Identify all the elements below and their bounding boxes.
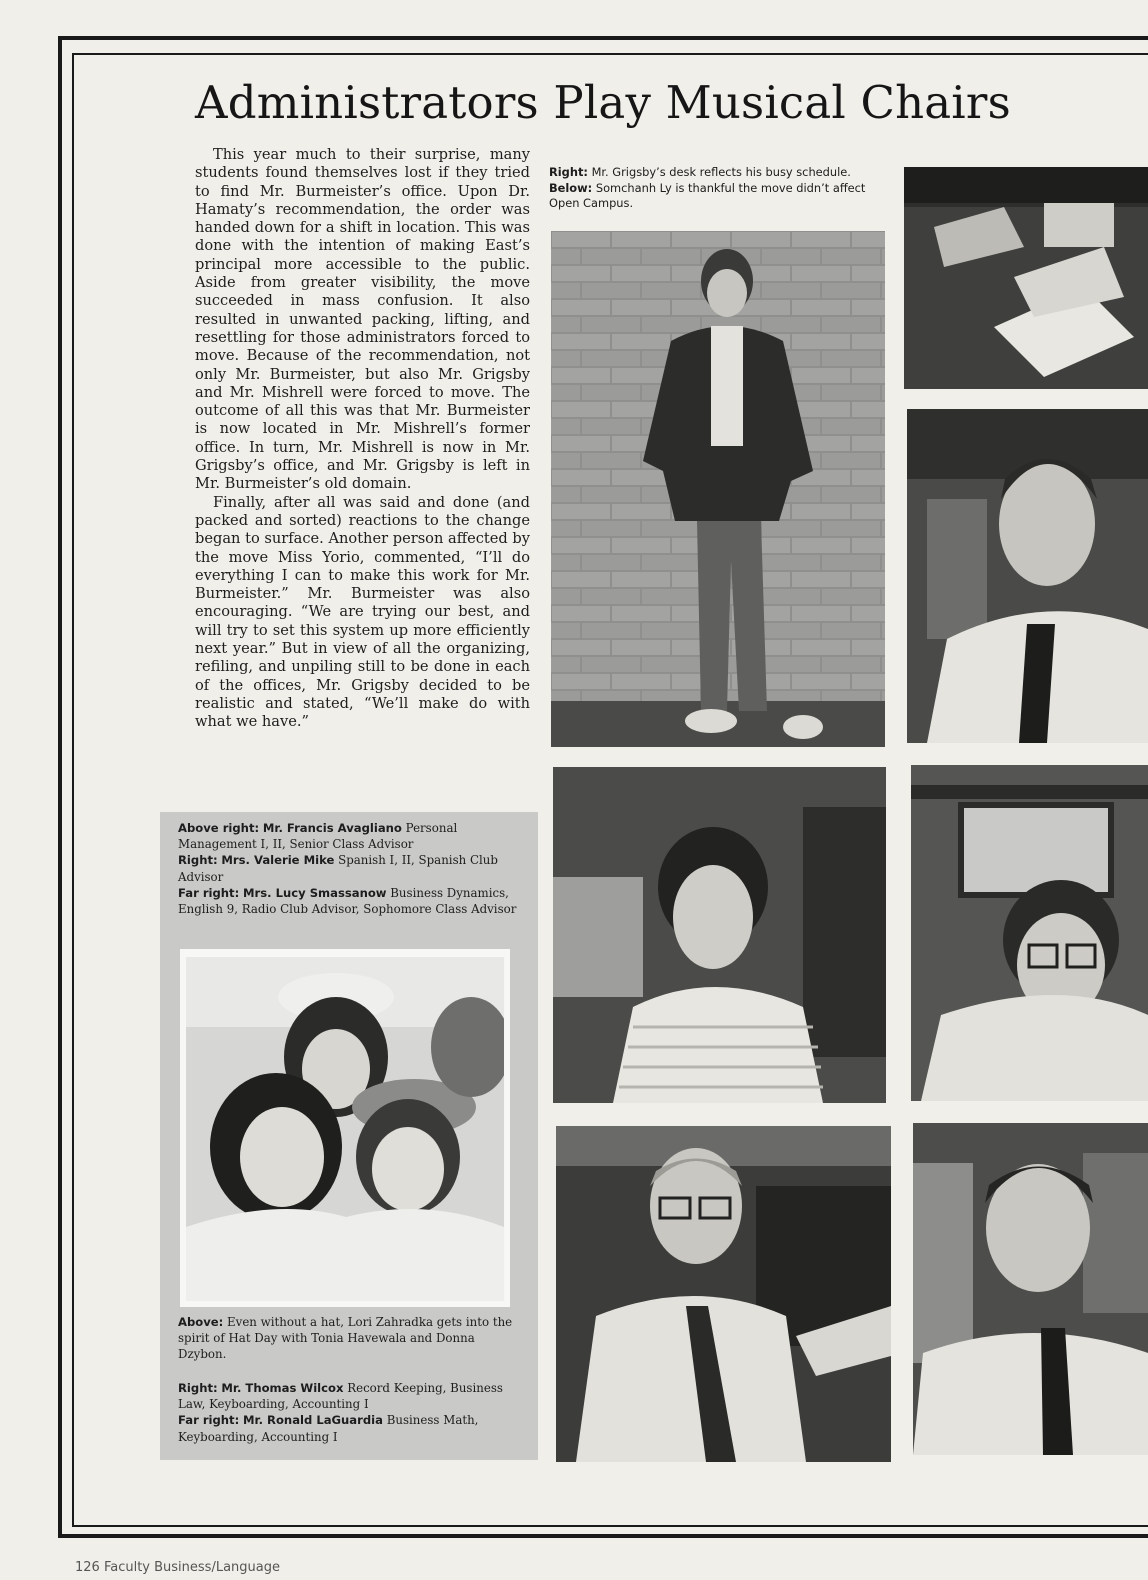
caption-text: Even without a hat, Lori Zahradka gets into the spirit of Hat Day with Tonia Havewala and Donna Dzybon. xyxy=(178,1315,513,1362)
caption-text: Business Dynamics, English 9, Radio Club Advisor, Sophomore Class Advisor xyxy=(178,885,517,917)
caption-label: Far right: xyxy=(178,885,240,900)
photo-caption-hat-day xyxy=(178,1314,523,1363)
faculty-captions-top xyxy=(178,820,523,917)
caption-name: Mrs. Valerie Mike xyxy=(221,853,335,868)
caption-text: Spanish I, II, Spanish Club Advisor xyxy=(178,853,498,884)
page-footer: 126 Faculty Business/Language xyxy=(75,1560,280,1575)
caption-label: Below: xyxy=(549,180,593,195)
page-headline: Administrators Play Musical Chairs xyxy=(195,76,1011,129)
photo-hat-day xyxy=(186,957,504,1301)
photo-mr-avagliano xyxy=(907,409,1148,743)
caption-text: Record Keeping, Business Law, Keyboarding, Accounting I xyxy=(178,1381,503,1412)
caption-label: Right: xyxy=(549,165,588,179)
photo-mrs-smassanow xyxy=(911,765,1148,1101)
article-paragraph: This year much to their surprise, many students found themselves lost if they tried to find Mr. Burmeister’s office. Upon Dr. Hamaty’s recommendation, the order was handed down for a shift in location. This was done with the intention of making East’s principal more accessible to the public. Aside from greater visibility, the move succeeded in mass confusion. It also resulted in unwanted packing, lifting, and resettling for those administrators forced to move. Because of the recommendation, not only Mr. Burmeister, but also Mr. Grigsby and Mr. Mishrell were forced to move. The outcome of all this was that Mr. Burmeister is now located in Mr. Mishrell’s former office. In turn, Mr. Mishrell is now in Mr. Grigsby’s office, and Mr. Grigsby is left in Mr. Burmeister’s old domain. xyxy=(195,146,530,493)
caption-label: Above right: xyxy=(178,821,260,835)
article-paragraph: Finally, after all was said and done (and packed and sorted) reactions to the change began to surface. Another person affected by the move Miss Yorio, commented, “I’ll do everything I can to make this work for Mr. Burmeister.” Mr. Burmeister was also encouraging. “We are trying our best, and will try to set this system up more efficiently next year.” But in view of all the organizing, refiling, and unpiling still to be done in each of the offices, Mr. Grigsby decided to be realistic and stated, “We’ll make do with what we have.” xyxy=(195,493,530,731)
caption-label: Far right: xyxy=(178,1413,240,1428)
photo-student-wall xyxy=(551,231,885,747)
caption-text: Mr. Grigsby’s desk reflects his busy schedule. xyxy=(591,165,851,179)
photo-mr-wilcox xyxy=(556,1126,891,1462)
photo-mr-laguardia xyxy=(913,1123,1148,1455)
caption-text: Somchanh Ly is thankful the move didn’t affect Open Campus. xyxy=(549,180,866,210)
caption-name: Mr. Ronald LaGuardia xyxy=(243,1413,383,1428)
caption-text: Personal Management I, II, Senior Class Advisor xyxy=(178,821,458,852)
caption-name: Mrs. Lucy Smassanow xyxy=(243,885,387,900)
photo-desk xyxy=(904,167,1148,389)
caption-name: Mr. Francis Avagliano xyxy=(262,821,402,835)
photo-mrs-mike xyxy=(553,767,886,1103)
caption-text: Business Math, Keyboarding, Accounting I xyxy=(178,1413,479,1444)
caption-name: Mr. Thomas Wilcox xyxy=(221,1381,344,1395)
article-body xyxy=(195,146,530,732)
caption-label: Right: xyxy=(178,1381,218,1395)
faculty-captions-bottom xyxy=(178,1380,523,1445)
top-photo-caption xyxy=(549,165,889,212)
caption-label: Right: xyxy=(178,853,218,868)
caption-label: Above: xyxy=(178,1315,224,1329)
